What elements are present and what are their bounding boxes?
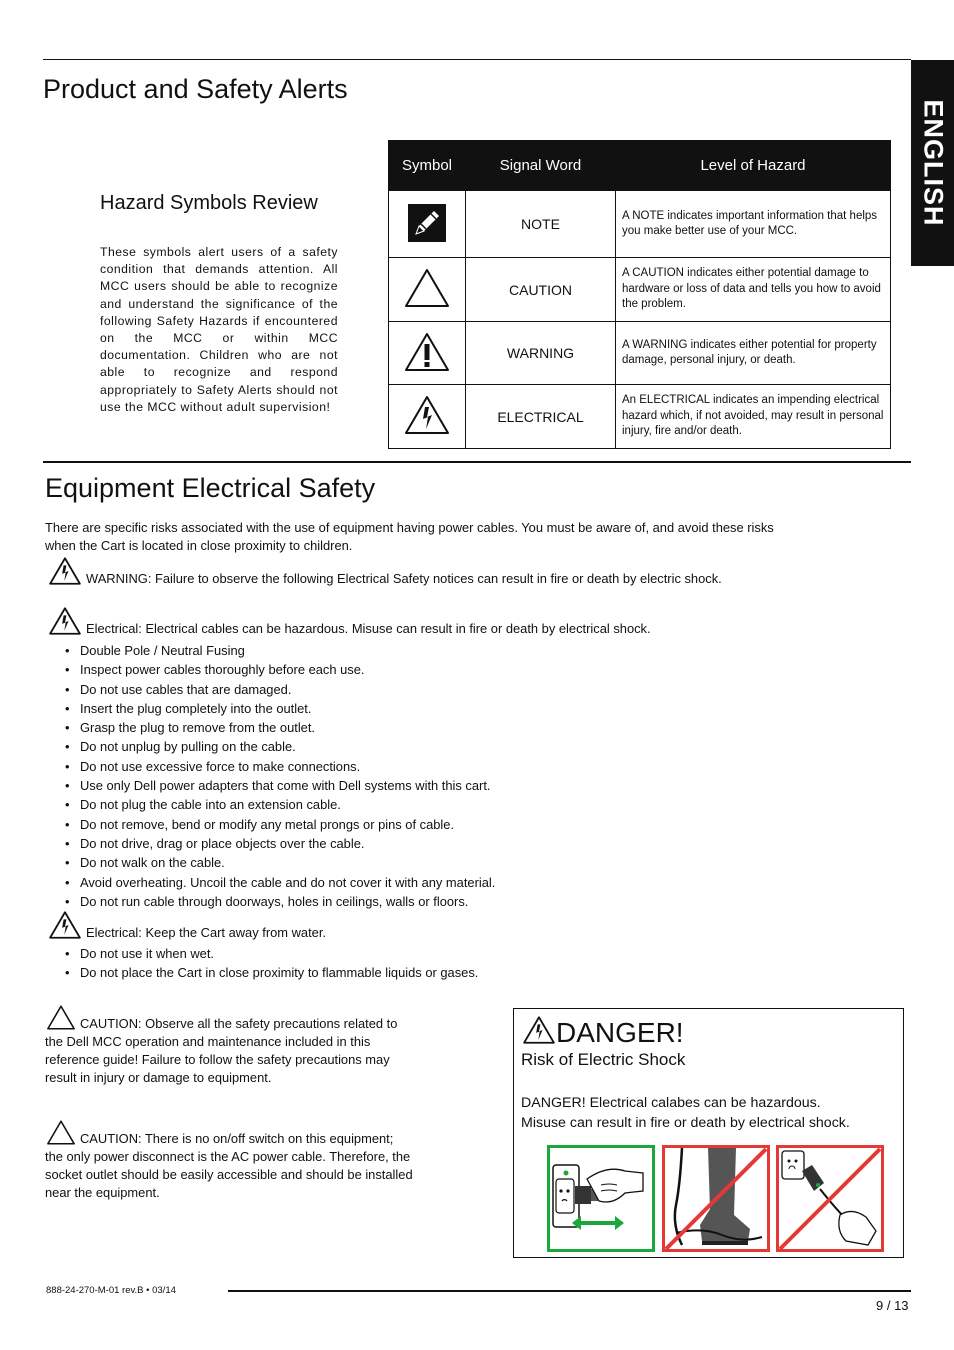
danger-subtitle: Risk of Electric Shock (521, 1050, 686, 1069)
hazard-intro-text: These symbols alert users of a safety condition that demands attention. All MCC users should be able to recognize and understand the significance of the following Safety Hazards if encountered on the MCC or within MCC documentation. Children who are not able to recognize and respond appropriately to Safety Alerts should not use the MCC without adult supervision! (100, 245, 338, 414)
table-row (389, 385, 891, 449)
top-rule (43, 59, 911, 60)
language-tab (911, 60, 954, 266)
table-row (389, 322, 891, 385)
warning-line (48, 556, 722, 588)
danger-header (522, 1015, 684, 1049)
correct-unplug-illustration (547, 1145, 655, 1252)
electrical-bolt-icon (48, 606, 82, 636)
warning-exclamation-icon (403, 331, 451, 373)
table-row (389, 258, 891, 322)
subtitle-hazard-review: Hazard Symbols Review (100, 192, 318, 214)
list-item: • Do not unplug by pulling on the cable. (45, 737, 495, 756)
list-item: • Do not plug the cable into an extension cable. (45, 795, 495, 814)
table-row (389, 191, 891, 258)
electrical-list-2 (45, 944, 478, 983)
caution-triangle-icon (403, 267, 451, 309)
danger-line-2: Misuse can result in fire or death by electrical shock. (521, 1115, 850, 1131)
header-level: Level of Hazard (616, 141, 891, 191)
section-rule (43, 461, 911, 463)
electrical-bolt-icon (522, 1015, 556, 1045)
warning-text: WARNING: Failure to observe the following Electrical Safety notices can result in fire or death by electric shock. (86, 571, 722, 586)
doc-id: 888-24-270-M-01 rev.B • 03/14 (46, 1285, 176, 1296)
electrical-list-1 (45, 641, 495, 911)
desc-caution: A CAUTION indicates either potential damage to hardware or loss of data and tells you how to avoid the problem. (616, 258, 891, 322)
signal-word-note: NOTE (466, 191, 616, 258)
page-number: 9 / 13 (876, 1298, 909, 1313)
list-item: • Double Pole / Neutral Fusing (45, 641, 495, 660)
list-item: • Do not use cables that are damaged. (45, 680, 495, 699)
header-symbol: Symbol (389, 141, 466, 191)
no-step-on-cable-illustration (662, 1145, 770, 1252)
list-item: • Do not use it when wet. (45, 944, 478, 963)
language-tab-label: ENGLISH (918, 99, 948, 227)
electrical-text-1: Electrical: Electrical cables can be hazardous. Misuse can result in fire or death by electrical shock. (86, 621, 651, 636)
list-item: • Inspect power cables thoroughly before each use. (45, 660, 495, 679)
list-item: • Do not place the Cart in close proximity to flammable liquids or gases. (45, 963, 478, 982)
list-item: • Do not run cable through doorways, holes in ceilings, walls or floors. (45, 892, 495, 911)
caution-block-1 (45, 1004, 413, 1087)
electrical-line-1 (48, 606, 651, 638)
footer-rule (228, 1290, 911, 1292)
list-item: • Do not remove, bend or modify any metal prongs or pins of cable. (45, 815, 495, 834)
signal-word-warning: WARNING (466, 322, 616, 385)
list-item: • Do not drive, drag or place objects over the cable. (45, 834, 495, 853)
danger-box (513, 1008, 904, 1258)
desc-warning: A WARNING indicates either potential for property damage, personal injury, or death. (616, 322, 891, 385)
section-title-alerts: Product and Safety Alerts (43, 74, 348, 104)
list-item: • Use only Dell power adapters that come with Dell systems with this cart. (45, 776, 495, 795)
list-item: • Insert the plug completely into the outlet. (45, 699, 495, 718)
caution-triangle-icon (46, 1004, 76, 1031)
list-item: • Do not walk on the cable. (45, 853, 495, 872)
electrical-bolt-icon (403, 394, 451, 436)
signal-word-caution: CAUTION (466, 258, 616, 322)
list-item: • Avoid overheating. Uncoil the cable and do not cover it with any material. (45, 873, 495, 892)
caution-text-1: CAUTION: Observe all the safety precautions related to the Dell MCC operation and maintenance included in this reference guide! Failure to follow the safety precautions may result in injury or damage to equipment. (45, 1016, 398, 1085)
caution-triangle-icon (46, 1119, 76, 1146)
list-item: • Do not use excessive force to make connections. (45, 757, 495, 776)
list-item: • Grasp the plug to remove from the outlet. (45, 718, 495, 737)
electrical-line-2 (48, 910, 326, 942)
electrical-safety-intro: There are specific risks associated with the use of equipment having power cables. You must be aware of, and avoid these risks when the Cart is located in close proximity to children. (45, 520, 774, 553)
section-title-electrical-safety: Equipment Electrical Safety (45, 473, 376, 503)
danger-line-1: DANGER! Electrical calabes can be hazardous. (521, 1095, 821, 1111)
note-pencil-icon (407, 203, 447, 243)
electrical-bolt-icon (48, 556, 82, 586)
desc-electrical: An ELECTRICAL indicates an impending electrical hazard which, if not avoided, may result in personal injury, fire and/or death. (616, 385, 891, 449)
header-signal-word: Signal Word (466, 141, 616, 191)
no-pull-cable-illustration (776, 1145, 884, 1252)
electrical-text-2: Electrical: Keep the Cart away from water. (86, 925, 327, 940)
caution-block-2 (45, 1119, 413, 1202)
electrical-bolt-icon (48, 910, 82, 940)
signal-word-electrical: ELECTRICAL (466, 385, 616, 449)
hazard-table (388, 140, 891, 449)
danger-title: DANGER! (556, 1017, 684, 1048)
desc-note: A NOTE indicates important information that helps you make better use of your MCC. (616, 191, 891, 258)
caution-text-2: CAUTION: There is no on/off switch on this equipment; the only power disconnect is the AC power cable. Therefore, the socket outlet should be easily accessible and should be installed near the equipment. (45, 1131, 413, 1200)
